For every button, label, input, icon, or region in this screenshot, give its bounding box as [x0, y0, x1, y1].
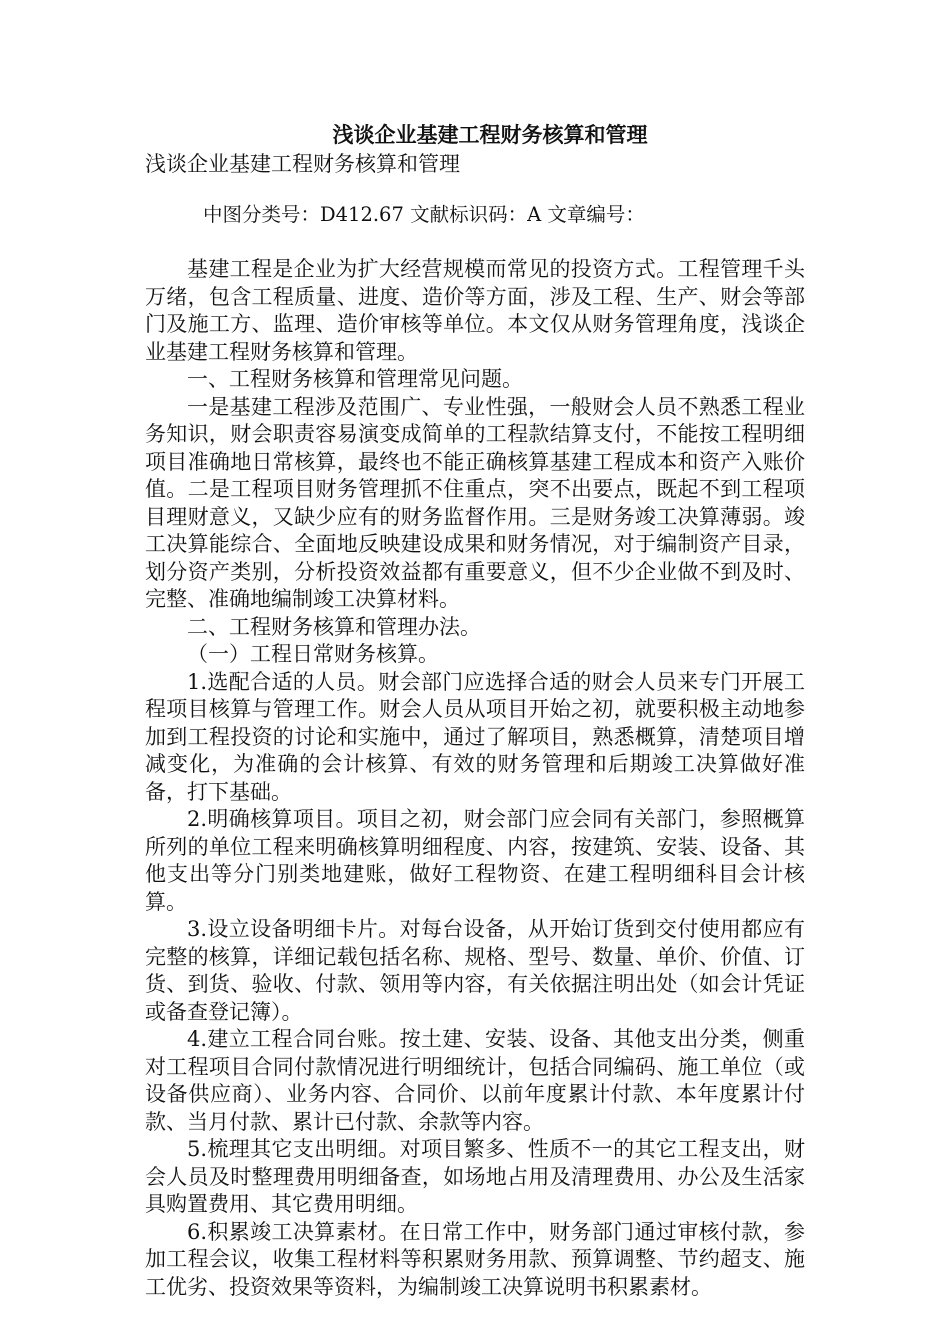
classification-info: 中图分类号：D412.67 文献标识码：A 文章编号：	[203, 203, 645, 226]
heading-subsection-1: （一）工程日常财务核算。	[187, 642, 439, 666]
document-title: 浅谈企业基建工程财务核算和管理	[332, 122, 648, 147]
document-subtitle: 浅谈企业基建工程财务核算和管理	[145, 152, 460, 176]
heading-section-2: 二、工程财务核算和管理办法。	[187, 614, 481, 639]
paragraph-item-1: 1.选配合适的人员。财会部门应选择合适的财会人员来专门开展工程项目核算与管理工作。财会人员从项目开始之初，就要积极主动地参加到工程投资的讨论和实施中，通过了解项目，熟悉概算，清楚项目增减变化，为准确的会计核算、有效的财务管理和后期竣工决算做好准备，打下基础。	[145, 669, 805, 804]
paragraph-item-2: 2.明确核算项目。项目之初，财会部门应会同有关部门，参照概算所列的单位工程来明确核算明细程度、内容，按建筑、安装、设备、其他支出等分门别类地建账，做好工程物资、在建工程明细科目会计核算。	[145, 807, 805, 914]
paragraph-item-4: 4.建立工程合同台账。按土建、安装、设备、其他支出分类，侧重对工程项目合同付款情况进行明细统计，包括合同编码、施工单位（或设备供应商）、业务内容、合同价、以前年度累计付款、本年度累计付款、当月付款、累计已付款、余款等内容。	[145, 1027, 805, 1134]
document-page	[145, 120, 805, 1301]
heading-section-1: 一、工程财务核算和管理常见问题。	[187, 367, 523, 391]
article-body	[145, 256, 805, 1301]
paragraph-intro: 基建工程是企业为扩大经营规模而常见的投资方式。工程管理千头万绪，包含工程质量、进度、造价等方面，涉及工程、生产、财会等部门及施工方、监理、造价审核等单位。本文仅从财务管理角度，浅谈企业基建工程财务核算和管理。	[145, 257, 805, 364]
paragraph-problems: 一是基建工程涉及范围广、专业性强，一般财会人员不熟悉工程业务知识，财会职责容易演变成简单的工程款结算支付，不能按工程明细项目准确地日常核算，最终也不能正确核算基建工程成本和资产入账价值。二是工程项目财务管理抓不住重点，突不出要点，既起不到工程项目理财意义，又缺少应有的财务监督作用。三是财务竣工决算薄弱。竣工决算能综合、全面地反映建设成果和财务情况，对于编制资产目录，划分资产类别，分析投资效益都有重要意义，但不少企业做不到及时、完整、准确地编制竣工决算材料。	[145, 394, 805, 611]
paragraph-item-3: 3.设立设备明细卡片。对每台设备，从开始订货到交付使用都应有完整的核算，详细记载包括名称、规格、型号、数量、单价、价值、订货、到货、验收、付款、领用等内容，有关依据注明出处（如会计凭证或备查登记簿）。	[145, 917, 805, 1024]
paragraph-item-5: 5.梳理其它支出明细。对项目繁多、性质不一的其它工程支出，财会人员及时整理费用明细备查，如场地占用及清理费用、办公及生活家具购置费用、其它费用明细。	[145, 1137, 805, 1216]
paragraph-item-6: 6.积累竣工决算素材。在日常工作中，财务部门通过审核付款，参加工程会议，收集工程材料等积累财务用款、预算调整、节约超支、施工优劣、投资效果等资料，为编制竣工决算说明书积累素材。	[145, 1219, 805, 1299]
